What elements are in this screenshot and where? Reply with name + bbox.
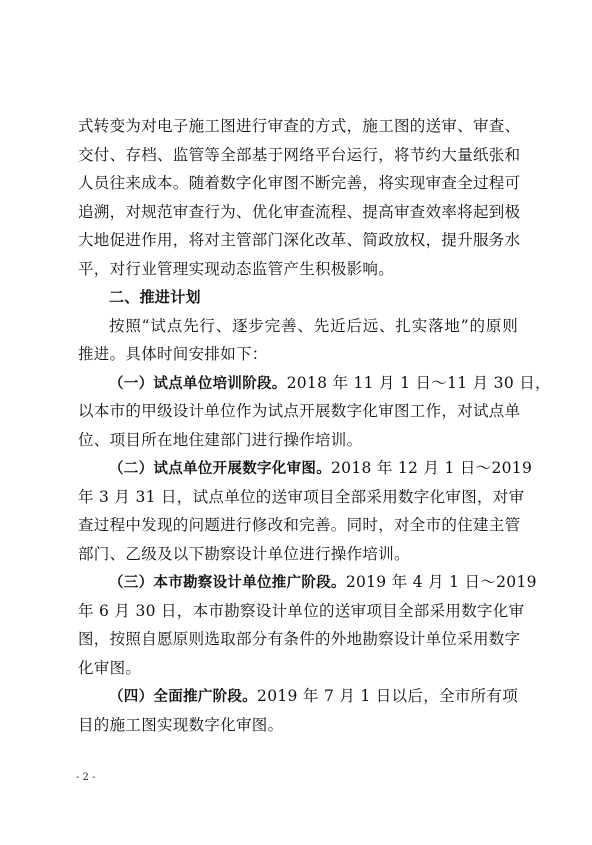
- stage-first-line: [78, 682, 518, 711]
- text-line: 推进。具体时间安排如下：: [78, 345, 268, 363]
- text-line: 图，按照自愿原则选取部分有条件的外地勘察设计单位采用数字: [78, 630, 521, 648]
- text-line: 交付、存档、监管等全部基于网络平台运行，将节约大量纸张和: [78, 145, 521, 164]
- stage-3: [78, 568, 537, 682]
- stage-first-line: [78, 369, 551, 398]
- text-line: 目的施工图实现数字化审图。: [78, 715, 284, 734]
- text-line: 位、项目所在地住建部门进行操作培训。: [78, 430, 363, 449]
- text-line: 化审图。: [78, 658, 142, 677]
- stage-label: （四）全面推广阶段。: [109, 689, 258, 705]
- text-line: 查过程中发现的问题进行修改和完善。同时，对全市的住建主管: [78, 516, 521, 534]
- text-line: 部门、乙级及以下勘察设计单位进行操作培训。: [78, 544, 410, 563]
- page-number: - 2 -: [76, 772, 96, 783]
- text-line: 以本市的甲级设计单位作为试点开展数字化审图工作，对试点单: [78, 402, 521, 420]
- stage-label: （三）本市勘察设计单位推广阶段。: [109, 575, 346, 591]
- section-heading: 二、推进计划: [109, 288, 201, 306]
- stage-first-line: [78, 454, 533, 483]
- stage-date: 2019 年 4 月 1 日～2019: [345, 573, 537, 591]
- stage-4: [78, 682, 518, 739]
- text-line: 人员往来成本。随着数字化审图不断完善，将实现审查全过程可: [78, 174, 521, 192]
- stage-date: 2018 年 12 月 1 日～2019: [331, 459, 533, 477]
- stage-date: 2018 年 11 月 1 日～11 月 30 日，: [286, 373, 551, 392]
- text-line: 年 6 月 30 日，本市勘察设计单位的送审项目全部采用数字化审: [78, 601, 525, 620]
- stage-date: 2019 年 7 月 1 日以后，全市所有项: [257, 687, 519, 705]
- stage-2: [78, 454, 533, 568]
- body-text: [78, 112, 551, 739]
- stage-first-line: [78, 568, 537, 597]
- stage-label: （二）试点单位开展数字化审图。: [109, 461, 331, 477]
- paragraph-principle: [78, 312, 518, 369]
- text-line: 大地促进作用，将对主管部门深化改革、简政放权，提升服务水: [78, 231, 521, 249]
- text-line: 追溯，对规范审查行为、优化审查流程、提高审查效率将起到极: [78, 202, 521, 221]
- stage-label: （一）试点单位培训阶段。: [109, 375, 287, 392]
- text-line: 按照“试点先行、逐步完善、先近后远、扎实落地”的原则: [109, 316, 518, 335]
- text-line: 式转变为对电子施工图进行审查的方式，施工图的送审、审查、: [78, 117, 521, 135]
- paragraph-intro: [78, 112, 521, 283]
- text-line: 年 3 月 31 日，试点单位的送审项目全部采用数字化审图，对审: [78, 487, 525, 506]
- stage-1: [78, 369, 551, 455]
- text-line: 平，对行业管理实现动态监管产生积极影响。: [78, 259, 395, 278]
